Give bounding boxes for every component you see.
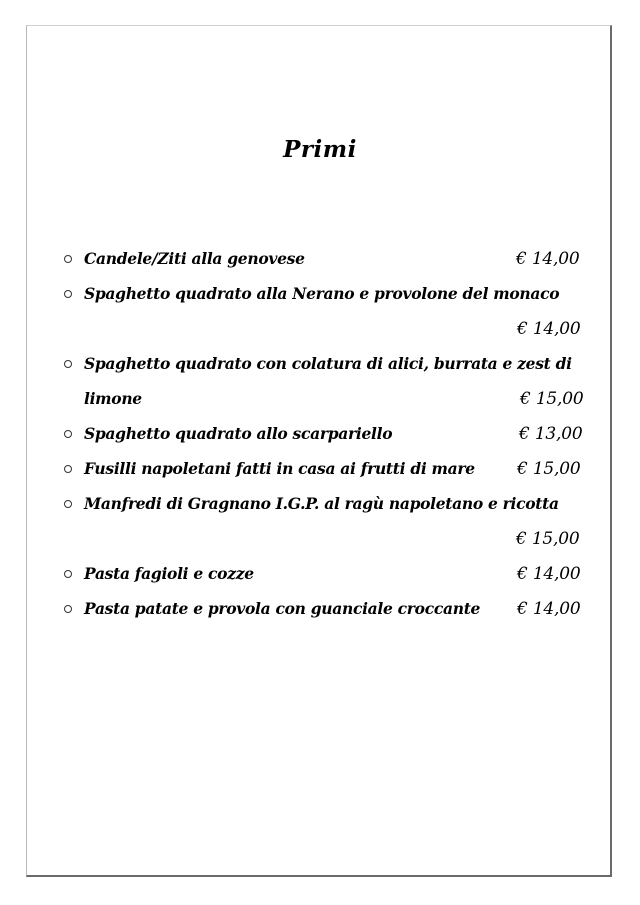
dish-price: € 14,00 (517, 319, 581, 339)
dish-price: € 14,00 (516, 249, 580, 269)
dish-name: Fusilli napoletani fatti in casa ai frutti di mare (84, 459, 475, 478)
dish-name: Pasta fagioli e cozze (84, 564, 254, 583)
menu-item-price-line (0, 528, 640, 563)
menu-item (0, 458, 640, 493)
section-title: Primi (283, 136, 357, 163)
bullet-circle-icon (64, 465, 72, 473)
dish-price: € 14,00 (517, 564, 581, 584)
dish-name: Spaghetto quadrato allo scarpariello (84, 424, 393, 443)
dish-name: Spaghetto quadrato con colatura di alici, burrata e zest di (84, 354, 572, 373)
bullet-circle-icon (64, 290, 72, 298)
bullet-circle-icon (64, 605, 72, 613)
bullet-circle-icon (64, 255, 72, 263)
menu-item (0, 248, 640, 283)
menu-item (0, 493, 640, 528)
menu-item (0, 563, 640, 598)
menu-item (0, 598, 640, 633)
menu-item (0, 283, 640, 318)
bullet-circle-icon (64, 500, 72, 508)
bullet-circle-icon (64, 360, 72, 368)
dish-name: Pasta patate e provola con guanciale croccante (84, 599, 481, 618)
bullet-circle-icon (64, 430, 72, 438)
menu-item (0, 353, 640, 388)
menu-item (0, 423, 640, 458)
dish-price: € 15,00 (520, 389, 584, 409)
dish-price: € 15,00 (517, 459, 581, 479)
dish-price: € 14,00 (517, 599, 581, 619)
dish-price: € 13,00 (519, 424, 583, 444)
dish-name: Manfredi di Gragnano I.G.P. al ragù napoletano e ricotta (84, 494, 559, 513)
dish-name: Candele/Ziti alla genovese (84, 249, 305, 268)
menu-item-price-line (0, 318, 640, 353)
menu-item-continuation (0, 388, 640, 423)
dish-name: Spaghetto quadrato alla Nerano e provolone del monaco (84, 284, 560, 303)
dish-name-continuation: limone (84, 389, 142, 408)
dish-price: € 15,00 (516, 529, 580, 549)
bullet-circle-icon (64, 570, 72, 578)
